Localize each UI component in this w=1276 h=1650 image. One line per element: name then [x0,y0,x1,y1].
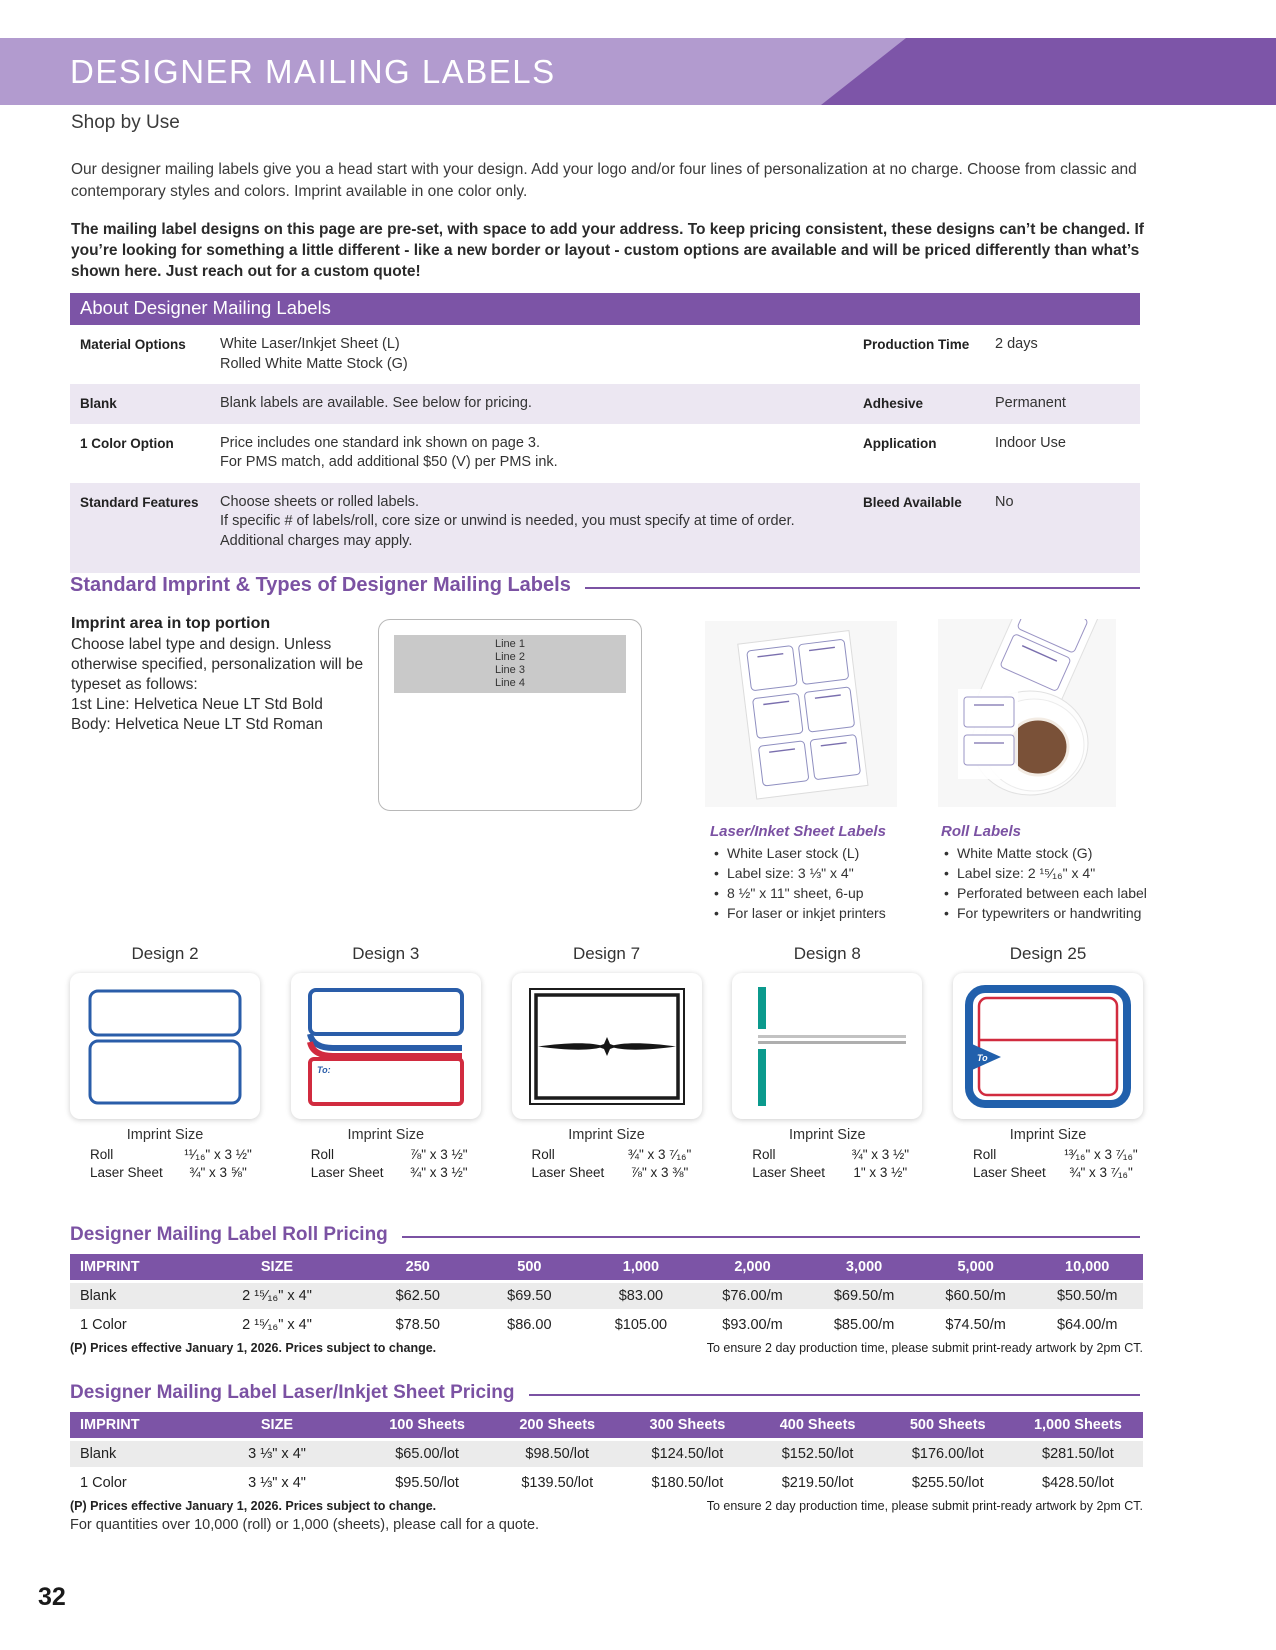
bullet-item: • Perforated between each label [944,883,1154,903]
laser-size-label: Laser Sheet [752,1165,826,1180]
price-effective-note: (P) Prices effective January 1, 2026. Prices subject to change. [70,1341,437,1355]
table-cell: $176.00/lot [911,1446,984,1462]
price-effective-note: (P) Prices effective January 1, 2026. Prices subject to change. [70,1499,437,1513]
section-title: Designer Mailing Label Roll Pricing [70,1224,388,1245]
row-label: Material Options [80,337,186,352]
column-header: 300 Sheets [649,1417,726,1433]
table-cell: $180.50/lot [651,1475,724,1491]
notice-paragraph: The mailing label designs on this page are pre-set, with space to add your address. To keep pricing consistent, these designs can’t be changed. If you’re looking for something a little different - like a new border or layout - custom options are available and will be priced differently than what’s shown here. Just reach out for a custom quote! [71,221,1144,280]
bullet-item: • White Matte stock (G) [944,843,1154,863]
page-banner [0,38,1276,105]
bullet-item: • Label size: 3 ⅓" x 4" [714,863,944,883]
column-header: 10,000 [1065,1259,1110,1275]
design-7-preview [512,973,702,1119]
row-label: Standard Features [80,494,199,510]
table-cell: $64.00/m [1056,1317,1118,1333]
column-header: 500 Sheets [909,1417,986,1433]
bullet-item: • For typewriters or handwriting [944,903,1154,923]
column-header: IMPRINT [80,1417,140,1433]
table-row [70,1312,1143,1338]
intro-paragraph: Our designer mailing labels give you a head start with your design. Add your logo and/or four lines of personalization at no charge. Choose from classic and contemporary styles and colors. Imprint available in one color only. [71,161,1137,200]
sheet-labels-bullets [714,843,944,923]
table-cell: $105.00 [614,1317,668,1333]
bullet-item: • 8 ½" x 11" sheet, 6-up [714,883,944,903]
sheet-labels-photo [705,621,897,807]
row-description [220,335,863,374]
design-8-graphic [742,984,912,1109]
row-right-value: No [995,493,1014,510]
row-right-value: 2 days [995,336,1038,352]
table-row [70,325,1140,384]
roll-pricing-table [70,1254,1143,1355]
table-cell: $69.50 [507,1288,552,1304]
design-title: Design 8 [793,944,861,963]
table-cell: 1 Color [80,1475,127,1491]
desc-line: For PMS match, add additional $50 (V) per PMS ink. [220,454,558,470]
table-row [70,483,1140,574]
row-description [220,493,863,552]
table-cell: 1 Color [80,1317,127,1333]
row-description [220,434,863,473]
column-header: IMPRINT [80,1259,140,1275]
sheet-photo-graphic [705,621,897,807]
section-roll-pricing [70,1224,1140,1246]
column-header: SIZE [260,1259,294,1275]
column-header: SIZE [260,1417,294,1433]
roll-size-label: Roll [973,1146,997,1162]
desc-line: Rolled White Matte Stock (G) [220,355,408,372]
row-right-label: Adhesive [863,396,924,411]
shop-by-use-label: Shop by Use [71,112,180,133]
design-25-column [953,944,1143,1180]
design-25-preview [953,973,1143,1119]
design-8-column [732,944,922,1180]
row-right-label: Application [863,435,937,451]
row-right-value: Permanent [995,395,1066,411]
table-row [70,1470,1143,1496]
design-2-graphic [80,984,250,1109]
banner-diagonal-accent [776,38,1276,105]
table-cell: $76.00/m [722,1288,783,1304]
column-header: 500 [517,1259,542,1275]
table-cell: $60.50/m [945,1288,1006,1304]
desc-line: Choose sheets or rolled labels. [220,493,420,510]
sample-line: Line 3 [495,664,525,676]
sample-line: Line 1 [495,638,525,650]
desc-line: Price includes one standard ink shown on page 3. [220,434,541,451]
imprint-size-label: Imprint Size [1009,1127,1087,1143]
table-cell: 2 ¹⁵⁄₁₆" x 4" [242,1317,312,1333]
production-time-note: To ensure 2 day production time, please submit print-ready artwork by 2pm CT. [706,1341,1143,1355]
row-label: 1 Color Option [80,435,174,451]
table-cell: $62.50 [395,1288,440,1304]
table-cell: $255.50/lot [911,1475,984,1491]
about-table-title: About Designer Mailing Labels [70,293,1140,325]
design-title: Design 2 [131,944,199,963]
table-cell: 3 ⅓" x 4" [248,1446,306,1462]
table-cell: $85.00/m [833,1317,895,1333]
laser-size-value: ¾" x 3 ⁷⁄₁₆" [1069,1165,1133,1180]
roll-size-value: ¾" x 3 ⁷⁄₁₆" [627,1146,692,1162]
sample-line: Line 2 [495,651,525,663]
table-cell: 2 ¹⁵⁄₁₆" x 4" [242,1288,312,1304]
table-row [70,1441,1143,1467]
table-cell: $152.50/lot [781,1446,854,1462]
column-header: 3,000 [845,1259,883,1275]
table-cell: $428.50/lot [1042,1475,1114,1491]
desc-line: If specific # of labels/roll, core size or unwind is needed, you must specify at time of order. [220,513,795,529]
laser-size-value: ⅞" x 3 ⅜" [630,1165,689,1180]
column-header: 5,000 [957,1259,994,1275]
section-title: Designer Mailing Label Laser/Inkjet Sheet Pricing [70,1382,515,1403]
sample-label-graphic [378,619,642,811]
column-header: 200 Sheets [519,1417,596,1433]
sheet-labels-caption: Laser/Inket Sheet Labels [710,823,886,840]
roll-size-label: Roll [90,1146,114,1162]
table-row [70,424,1140,483]
design-title: Design 3 [352,944,420,963]
roll-size-value: ¾" x 3 ½" [851,1146,910,1162]
table-cell: $69.50/m [833,1288,895,1304]
table-row [70,1283,1143,1309]
roll-labels-bullets [944,843,1154,923]
sheet-pricing-table [70,1412,1143,1533]
laser-size-label: Laser Sheet [90,1165,163,1180]
column-header: 250 [405,1259,430,1275]
column-header: 100 Sheets [389,1417,465,1433]
laser-size-label: Laser Sheet [531,1165,605,1180]
desc-line: Blank labels are available. See below for pricing. [220,395,532,411]
to-text: To: [316,1064,331,1075]
table-cell: $50.50/m [1056,1288,1118,1304]
page-title: DESIGNER MAILING LABELS [70,52,556,90]
roll-size-value: ⅞" x 3 ½" [409,1146,468,1162]
section-rule [529,1394,1140,1396]
design-previews [70,944,1143,1180]
design-3-graphic [301,984,471,1109]
laser-size-label: Laser Sheet [973,1165,1046,1180]
design-title: Design 7 [572,944,641,963]
section-title: Standard Imprint & Types of Designer Mailing Labels [70,574,571,596]
design-3-column [291,944,481,1180]
desc-line: Additional charges may apply. [220,532,413,549]
design-25-graphic [963,984,1133,1109]
column-header: 1,000 Sheets [1033,1417,1122,1433]
imprint-instructions [71,614,371,735]
design-7-graphic [522,984,692,1109]
imprint-font-line1: 1st Line: Helvetica Neue LT Std Bold [71,696,323,713]
desc-line: White Laser/Inkjet Sheet (L) [220,336,400,352]
bullet-item: • Label size: 2 ¹⁵⁄₁₆" x 4" [944,863,1154,883]
laser-size-value: ¾" x 3 ½" [409,1165,468,1180]
to-text: To [977,1052,988,1063]
row-right-value: Indoor Use [995,434,1066,451]
table-cell: $95.50/lot [395,1475,459,1491]
roll-size-value: ¹³⁄₁₆" x 3 ⁷⁄₁₆" [1064,1146,1138,1162]
imprint-body: Choose label type and design. Unless otherwise specified, personalization will be typeset as follows: [71,636,364,693]
section-imprint-types [70,574,1140,597]
about-table [70,293,1140,573]
table-cell: $219.50/lot [781,1475,854,1491]
table-header-row [70,1412,1143,1438]
imprint-size-label: Imprint Size [126,1127,204,1143]
table-row [70,384,1140,424]
column-header: 2,000 [734,1259,771,1275]
imprint-font-line2: Body: Helvetica Neue LT Std Roman [71,716,323,733]
row-right-label: Bleed Available [863,494,962,510]
column-header: 400 Sheets [779,1417,856,1433]
bullet-item: • White Laser stock (L) [714,843,944,863]
table-cell: Blank [80,1288,117,1304]
design-2-column [70,944,260,1180]
production-time-note: To ensure 2 day production time, please submit print-ready artwork by 2pm CT. [706,1499,1143,1513]
table-cell: $139.50/lot [521,1475,594,1491]
table-cell: Blank [80,1446,117,1462]
design-2-preview [70,973,260,1119]
roll-labels-caption: Roll Labels [941,823,1022,840]
roll-size-label: Roll [310,1146,335,1162]
quote-note: For quantities over 10,000 (roll) or 1,000 (sheets), please call for a quote. [70,1517,540,1533]
row-right-label: Production Time [863,337,970,352]
table-cell: $124.50/lot [651,1446,724,1462]
section-rule [402,1236,1140,1238]
table-cell: $83.00 [618,1288,664,1304]
table-cell: 3 ⅓" x 4" [248,1475,306,1491]
laser-size-label: Laser Sheet [310,1165,384,1180]
roll-size-value: ¹¹⁄₁₆" x 3 ½" [184,1146,252,1162]
laser-size-value: 1" x 3 ½" [853,1165,908,1180]
section-rule [585,587,1140,589]
design-3-preview [291,973,481,1119]
row-description [220,394,863,414]
laser-size-value: ¾" x 3 ⅝" [189,1165,247,1180]
table-header-row [70,1254,1143,1280]
roll-labels-photo [938,619,1116,807]
table-cell: $86.00 [507,1317,552,1333]
table-cell: $65.00/lot [395,1446,459,1462]
imprint-size-label: Imprint Size [788,1127,866,1143]
page-number: 32 [38,1583,66,1611]
table-cell: $74.50/m [945,1317,1006,1333]
roll-photo-graphic [938,619,1116,807]
table-cell: $78.50 [395,1317,440,1333]
imprint-area-sample [394,635,626,693]
bullet-item: • For laser or inkjet printers [714,903,944,923]
table-notes [70,1499,1143,1513]
design-8-preview [732,973,922,1119]
design-title: Design 25 [1009,944,1087,963]
design-7-column [512,944,702,1180]
imprint-size-label: Imprint Size [568,1127,645,1143]
imprint-size-label: Imprint Size [347,1127,425,1143]
roll-size-label: Roll [531,1146,555,1162]
table-cell: $281.50/lot [1042,1446,1114,1462]
section-sheet-pricing [70,1382,1140,1404]
table-cell: $98.50/lot [525,1446,590,1462]
table-notes [70,1341,1143,1355]
imprint-heading: Imprint area in top portion [71,615,271,632]
sample-line: Line 4 [495,677,525,689]
row-label: Blank [80,396,117,411]
column-header: 1,000 [622,1259,660,1275]
table-cell: $93.00/m [722,1317,783,1333]
roll-size-label: Roll [752,1146,776,1162]
